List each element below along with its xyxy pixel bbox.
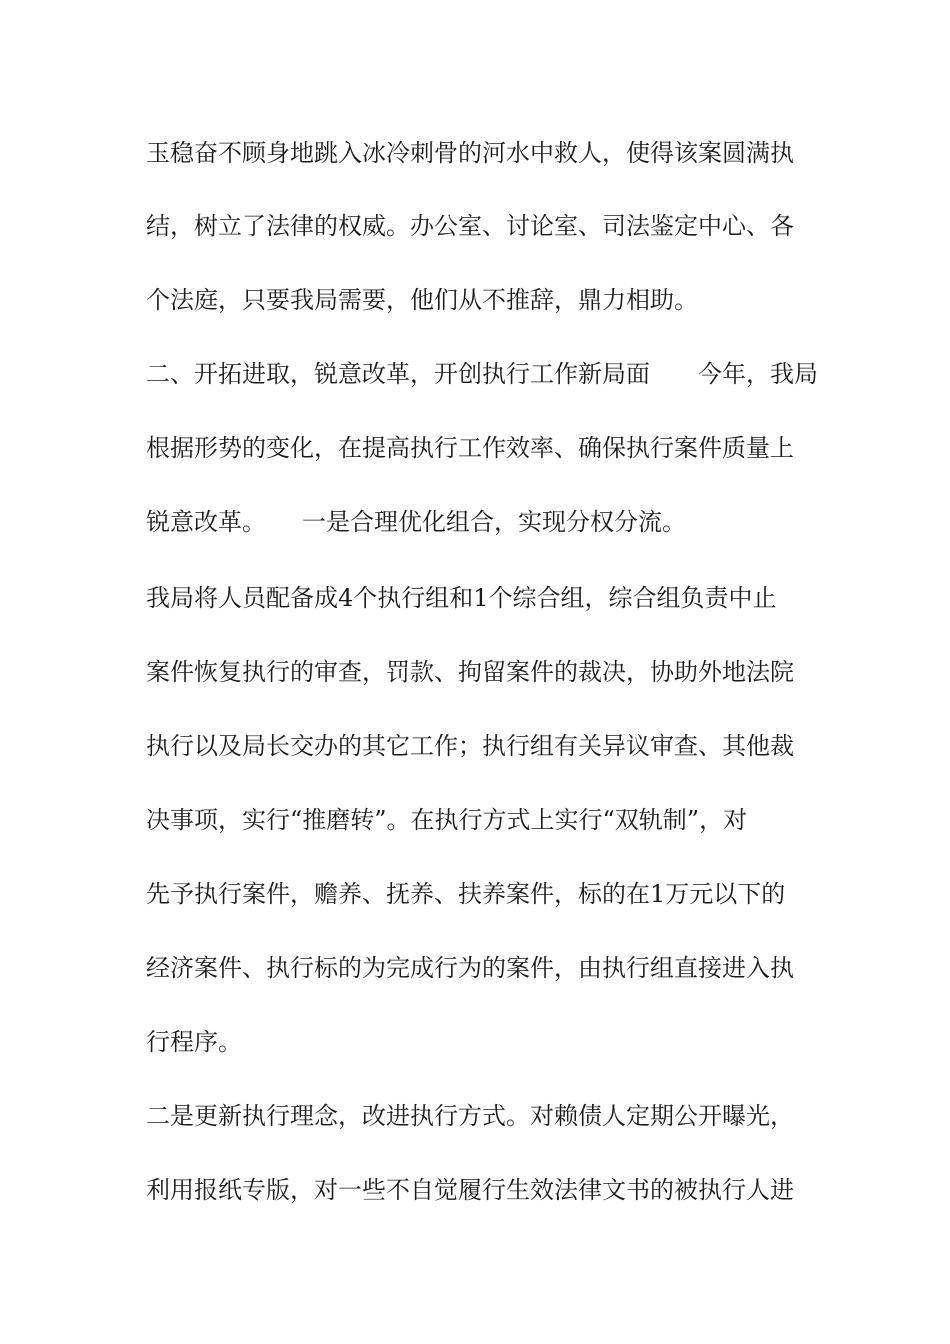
body-text-line: 根据形势的变化，在提高执行工作效率、确保执行案件质量上 [146, 434, 794, 462]
body-text-line: 行程序。 [146, 1028, 242, 1056]
body-text-line: 先予执行案件，赡养、抚养、扶养案件，标的在1万元以下的 [146, 880, 786, 908]
body-text-line: 我局将人员配备成4个执行组和1个综合组，综合组负责中止 [146, 584, 777, 612]
body-text-line: 经济案件、执行标的为完成行为的案件，由执行组直接进入执 [146, 954, 794, 982]
body-text-line: 二是更新执行理念，改进执行方式。对赖债人定期公开曝光， [146, 1102, 794, 1130]
body-text-line: 利用报纸专版，对一些不自觉履行生效法律文书的被执行人进 [146, 1176, 794, 1204]
section-heading-line: 二、开拓进取，锐意改革，开创执行工作新局面 今年，我局 [146, 360, 818, 388]
body-text-line: 案件恢复执行的审查，罚款、拘留案件的裁决，协助外地法院 [146, 658, 794, 686]
body-text-line: 玉稳奋不顾身地跳入冰冷刺骨的河水中救人，使得该案圆满执 [146, 139, 794, 167]
body-text-line: 执行以及局长交办的其它工作；执行组有关异议审查、其他裁 [146, 732, 794, 760]
body-text-line: 个法庭，只要我局需要，他们从不推辞，鼎力相助。 [146, 286, 698, 314]
body-text-line: 决事项，实行“推磨转”。在执行方式上实行“双轨制”，对 [146, 806, 748, 834]
body-text-line: 锐意改革。 一是合理优化组合，实现分权分流。 [146, 508, 686, 536]
body-text-line: 结，树立了法律的权威。办公室、讨论室、司法鉴定中心、各 [146, 212, 794, 240]
